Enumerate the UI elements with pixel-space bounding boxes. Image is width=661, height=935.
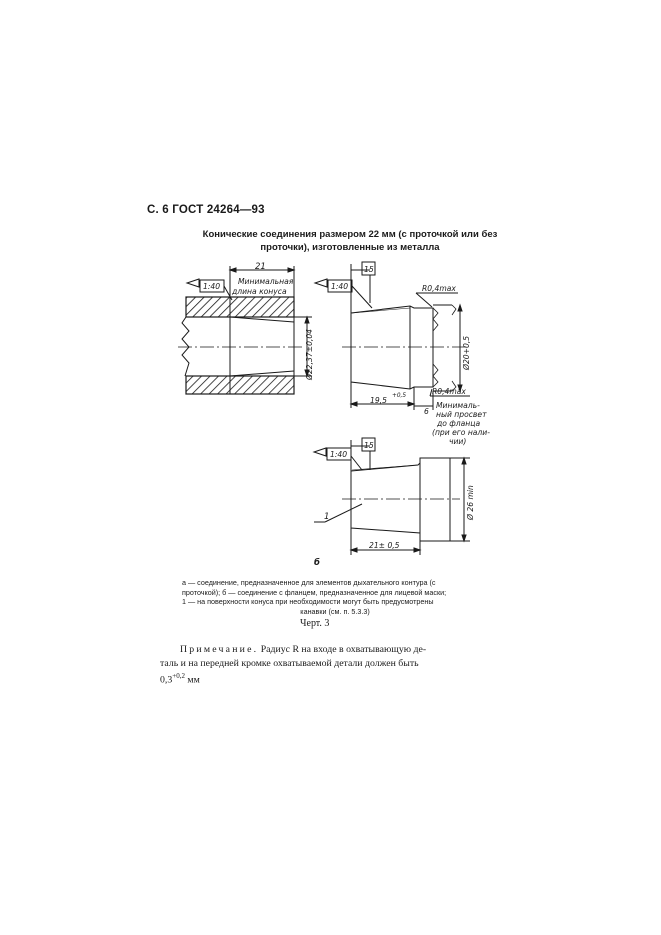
title-line-1: Конические соединения размером 22 мм (с проточкой или без <box>202 229 498 240</box>
radius-top-label: R0,4max <box>422 284 456 293</box>
dim-21-label: 21 <box>255 262 266 272</box>
legend-line-3: 1 — на поверхности конуса при необходимости могут быть предусмотрены <box>182 597 434 607</box>
note-value: 0,3 <box>160 674 173 686</box>
box-15-a-label: 15 <box>364 265 374 274</box>
legend-line-2: проточкой); б — соединение с фланцем, предназначенное для лицевой маски; <box>182 587 447 597</box>
min-cone-length-line-2: длина конуса <box>232 287 287 296</box>
figure-legend <box>182 578 488 616</box>
variant-b-label: б <box>314 558 320 568</box>
taper-label-a-left: 1:40 <box>203 282 221 291</box>
female-socket-section <box>178 297 302 394</box>
min-cone-length-line-1: Минимальная <box>238 277 294 286</box>
legend-line-1: а — соединение, предназначенное для элементов дыхательного контура (с <box>182 578 436 587</box>
note-unit: мм <box>184 674 200 686</box>
note-label: Примечание. <box>180 644 259 655</box>
title-line-2: проточки), изготовленные из металла <box>260 242 440 253</box>
note-line-3 <box>160 670 496 687</box>
note-tolerance: +0,2 <box>172 672 185 680</box>
taper-label-a-right: 1:40 <box>331 282 349 291</box>
dim-21-b-label: 21± 0,5 <box>369 541 400 550</box>
figure-caption: Черт. 3 <box>300 618 330 629</box>
callout-1-label: 1 <box>324 512 330 522</box>
page-header: С. 6 ГОСТ 24264—93 <box>147 204 265 216</box>
clearance-line-2: ный просвет <box>436 410 487 419</box>
clearance-line-4: (при его нали- <box>432 428 490 437</box>
note-text-1: Радиус R на входе в охватывающую де- <box>258 644 427 655</box>
note-paragraph <box>160 643 496 687</box>
clearance-line-1: Минималь- <box>436 401 480 410</box>
note-text-2: таль и на передней кромке охватываемой детали должен быть <box>160 657 419 669</box>
dia-left-label: Ø22,37±0,04 <box>305 329 314 380</box>
flanged-cone-profile <box>342 458 470 555</box>
dim-19-5-tolerance: +0,5 <box>392 393 407 399</box>
box-15-b-label: 15 <box>364 441 374 450</box>
note-line-1 <box>160 643 496 657</box>
clearance-line-5: чии) <box>449 437 467 446</box>
callout-1-leader <box>314 504 362 522</box>
dim-19-5-label: 19,5 <box>370 396 387 405</box>
dim-6-label: 6 <box>424 407 429 416</box>
taper-label-b: 1:40 <box>330 450 348 459</box>
legend-line-4: канавки (см. п. 5.3.3) <box>300 606 370 616</box>
dia-right-label: Ø20+0,5 <box>462 335 471 370</box>
radius-bottom-label: R0,4max <box>432 387 466 396</box>
clearance-line-3: до фланца <box>437 419 481 428</box>
dia-b-label: Ø 26 min <box>466 485 475 520</box>
